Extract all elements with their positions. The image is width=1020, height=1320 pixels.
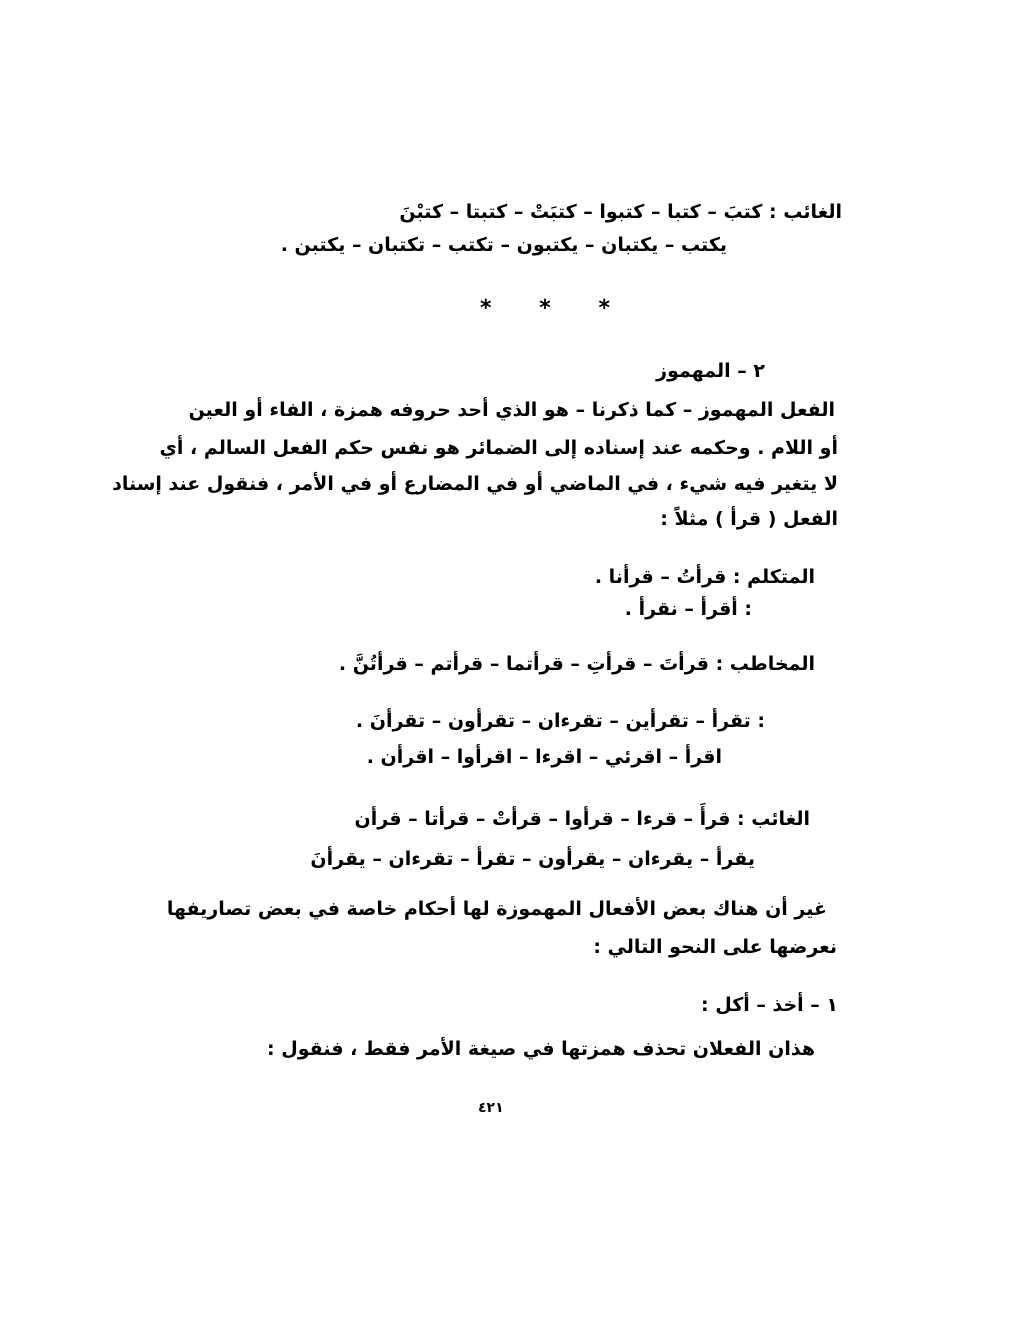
note-line-1: غير أن هناك بعض الأفعال المهموزة لها أحكام خاصة في بعض تصاريفها [166, 898, 827, 920]
paragraph-line-1: الفعل المهموز – كما ذكرنا – هو الذي أحد حروفه همزة ، الفاء أو العين [188, 399, 835, 421]
ghaib-katab-line-2: يكتب – يكتبان – يكتبون – تكتب – تكتبان – يكتبن . [280, 234, 727, 256]
section-heading: ٢ – المهموز [656, 360, 765, 382]
ghaib-katab-line-1: الغائب : كتبَ – كتبا – كتبوا – كتبَتْ – كتبتا – كتبْنَ [399, 201, 842, 223]
page-number: ٤٢١ [478, 1100, 504, 1116]
paragraph-line-3: لا يتغير فيه شيء ، في الماضي أو في المضارع أو في الأمر ، فنقول عند إسناد [112, 473, 838, 495]
ghaib-qara-line-1: الغائب : قرأَ – قرءا – قرأوا – قرأتْ – قرأتا – قرأن [354, 808, 810, 830]
paragraph-line-4: الفعل ( قرأ ) مثلاً : [660, 508, 838, 530]
section-separator [480, 296, 610, 321]
star-icon: * [598, 296, 610, 321]
mukhatab-line-3: اقرأ – اقرئي – اقرءا – اقرأوا – اقرأن . [366, 746, 722, 768]
note-line-2: نعرضها على النحو التالي : [593, 936, 837, 958]
mutakallim-line-2: : أقرأ – نقرأ . [624, 598, 752, 620]
paragraph-line-2: أو اللام . وحكمه عند إسناده إلى الضمائر هو نفس حكم الفعل السالم ، أي [159, 437, 838, 459]
subsection-line-1: هذان الفعلان تحذف همزتها في صيغة الأمر فقط ، فنقول : [267, 1038, 815, 1060]
mukhatab-line-2: : تقرأ – تقرأين – تقرءان – تقرأون – تقرأنَ . [355, 710, 765, 732]
mutakallim-line-1: المتكلم : قرأتُ – قرأنا . [594, 566, 815, 588]
mukhatab-line-1: المخاطب : قرأتَ – قرأتِ – قرأتما – قرأتم – قرأتُنَّ . [338, 653, 815, 675]
ghaib-qara-line-2: يقرأ – يقرءان – يقرأون – تقرأ – تقرءان – يقرأنَ [310, 848, 755, 870]
star-icon: * [539, 296, 551, 321]
star-icon: * [480, 296, 492, 321]
subsection-heading: ١ – أخذ – أكل : [701, 994, 838, 1016]
